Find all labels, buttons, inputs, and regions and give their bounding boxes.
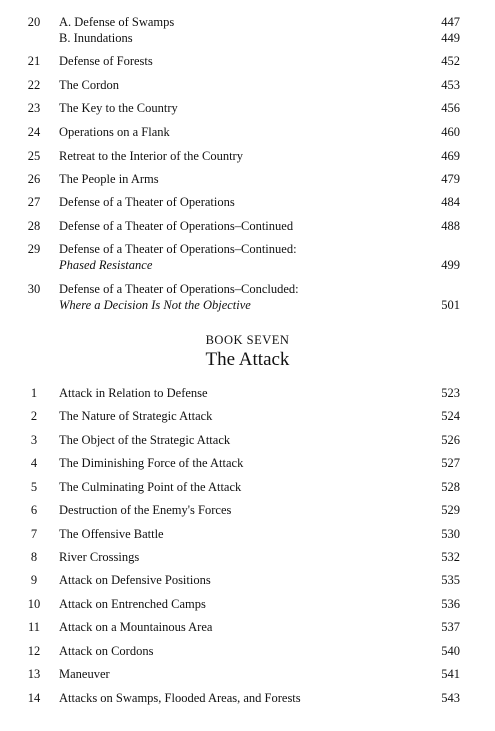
chapter-number: 20 [27,15,41,29]
chapter-number: 24 [27,125,41,139]
chapter-number: 7 [30,527,38,541]
chapter-title [59,549,429,565]
chapter-title [59,14,429,46]
chapter-number: 4 [30,456,38,470]
page-number: 523 [441,386,460,400]
page-number: 452 [441,54,460,68]
chapter-title-line: The Cordon [59,78,120,92]
toc-entry [0,690,495,706]
toc-entry [0,455,495,471]
chapter-title [59,281,429,313]
chapter-number: 5 [30,480,38,494]
chapter-title [59,526,429,542]
toc-entry [0,124,495,140]
toc-entry [0,281,495,313]
chapter-number: 28 [27,219,41,233]
chapter-title-line: Attack on Entrenched Camps [59,597,206,611]
chapter-title [59,148,429,164]
chapter-title [59,432,429,448]
page-number: 484 [441,195,460,209]
chapter-number: 2 [30,409,38,423]
toc-entry [0,572,495,588]
chapter-title-line: B. Inundations [59,31,133,45]
toc-entry [0,666,495,682]
toc-entry [0,241,495,273]
chapter-number: 3 [30,433,38,447]
page-number: 543 [441,691,460,705]
chapter-number: 10 [27,597,41,611]
toc-entry [0,432,495,448]
chapter-title [59,619,429,635]
book-label: BOOK SEVEN [205,333,290,347]
chapter-title-line: The Object of the Strategic Attack [59,433,231,447]
page-number: 456 [441,101,460,115]
chapter-title-line: Destruction of the Enemy's Forces [59,503,232,517]
chapter-title-line: The Offensive Battle [59,527,164,541]
page-number: 530 [441,527,460,541]
chapter-title [59,455,429,471]
page-number: 526 [441,433,460,447]
page-number: 529 [441,503,460,517]
chapter-number: 25 [27,149,41,163]
chapter-title [59,385,429,401]
page-number: 460 [441,125,460,139]
book-title: The Attack [205,349,290,370]
chapter-title [59,53,429,69]
chapter-title-line: Attacks on Swamps, Flooded Areas, and Forests [59,691,301,705]
chapter-title [59,241,429,273]
page-number: 537 [441,620,460,634]
toc-entry [0,385,495,401]
chapter-title [59,502,429,518]
chapter-title [59,77,429,93]
toc-entry [0,502,495,518]
page-number: 499 [441,258,460,272]
chapter-title [59,666,429,682]
page-number: 536 [441,597,460,611]
toc-entry [0,218,495,234]
chapter-title-line: Retreat to the Interior of the Country [59,149,243,163]
page-number: 535 [441,573,460,587]
chapter-title-line: Defense of a Theater of Operations–Continued [59,219,294,233]
chapter-number: 11 [27,620,41,634]
chapter-title [59,596,429,612]
chapter-title-line: Defense of Forests [59,54,153,68]
chapter-title-line: Operations on a Flank [59,125,170,139]
chapter-number: 9 [30,573,38,587]
page-number: 469 [441,149,460,163]
chapter-title-line: Attack in Relation to Defense [59,386,208,400]
toc-entry [0,549,495,565]
chapter-title [59,643,429,659]
page-number: 488 [441,219,460,233]
toc-entry [0,643,495,659]
chapter-title [59,218,429,234]
page-number: 453 [441,78,460,92]
chapter-title-line: Attack on a Mountainous Area [59,620,213,634]
page-number: 524 [441,409,460,423]
chapter-title-line: Attack on Cordons [59,644,154,658]
chapter-title-line: River Crossings [59,550,140,564]
chapter-number: 27 [27,195,41,209]
toc-entry [0,53,495,69]
chapter-number: 23 [27,101,41,115]
chapter-title-line: The Culminating Point of the Attack [59,480,242,494]
chapter-number: 6 [30,503,38,517]
toc-entry [0,171,495,187]
chapter-title-line: Defense of a Theater of Operations–Concluded: [59,282,299,296]
page-number: 501 [441,298,460,312]
chapter-number: 12 [27,644,41,658]
chapter-subtitle: Where a Decision Is Not the Objective [59,298,251,312]
chapter-number: 14 [27,691,41,705]
toc-entry [0,526,495,542]
page-number: 449 [441,31,460,45]
chapter-title-line: Attack on Defensive Positions [59,573,211,587]
page-number: 540 [441,644,460,658]
toc-entry [0,408,495,424]
chapter-subtitle: Phased Resistance [59,258,153,272]
chapter-number: 21 [27,54,41,68]
chapter-title-line: The Nature of Strategic Attack [59,409,213,423]
chapter-title [59,572,429,588]
chapter-title [59,100,429,116]
chapter-number: 29 [27,242,41,256]
chapter-title [59,479,429,495]
toc-entry [0,479,495,495]
toc-entry [0,148,495,164]
page-number: 527 [441,456,460,470]
page-number: 447 [441,15,460,29]
chapter-number: 26 [27,172,41,186]
chapter-title-line: The People in Arms [59,172,159,186]
chapter-number: 22 [27,78,41,92]
toc-entry [0,194,495,210]
chapter-title-line: The Diminishing Force of the Attack [59,456,244,470]
chapter-number: 30 [27,282,41,296]
chapter-number: 1 [30,386,38,400]
toc-entry [0,100,495,116]
chapter-title [59,690,429,706]
chapter-number: 8 [30,550,38,564]
toc-entry [0,619,495,635]
toc-entry [0,14,495,46]
chapter-title [59,124,429,140]
page-number: 479 [441,172,460,186]
chapter-title-line: Maneuver [59,667,110,681]
chapter-title-line: A. Defense of Swamps [59,15,175,29]
page-number: 528 [441,480,460,494]
chapter-title [59,171,429,187]
chapter-title-line: Defense of a Theater of Operations–Continued: [59,242,297,256]
chapter-title [59,194,429,210]
chapter-title [59,408,429,424]
toc-entry [0,77,495,93]
chapter-title-line: The Key to the Country [59,101,178,115]
toc-entry [0,596,495,612]
chapter-number: 13 [27,667,41,681]
page-number: 541 [441,667,460,681]
chapter-title-line: Defense of a Theater of Operations [59,195,235,209]
page-number: 532 [441,550,460,564]
